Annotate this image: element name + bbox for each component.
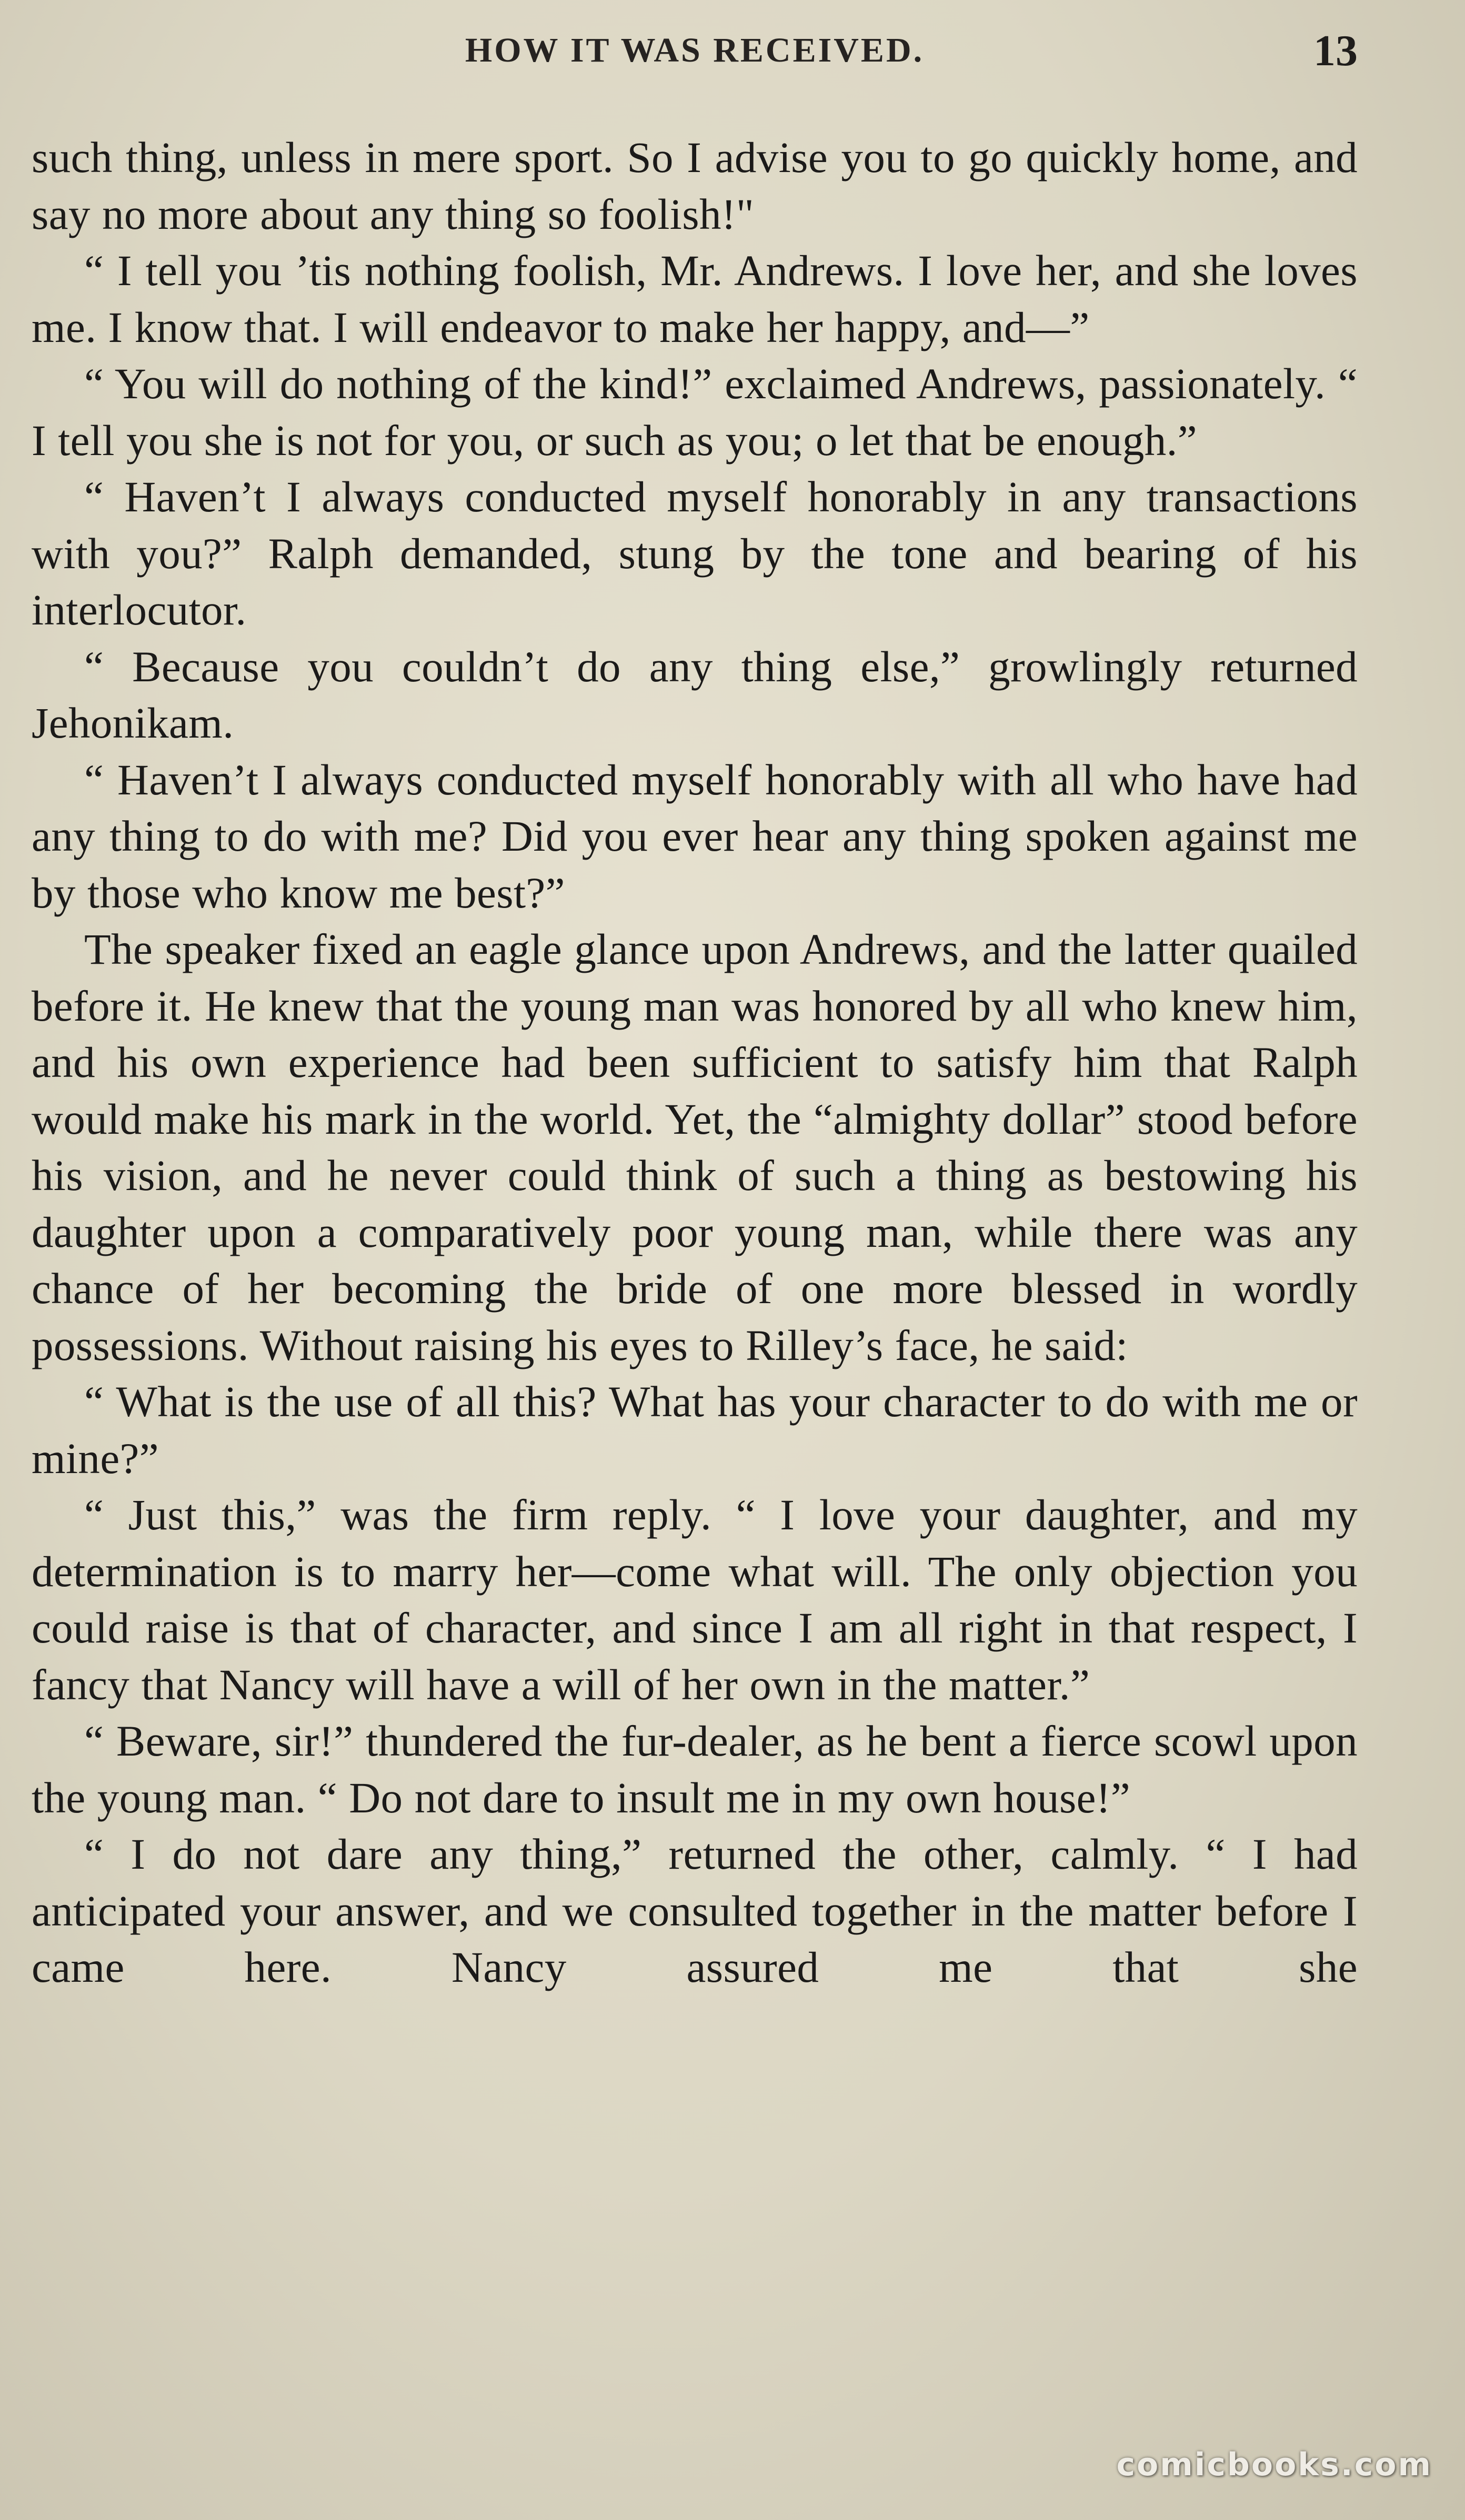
paragraph: “ Haven’t I always conducted myself honorably with all who have had any thing to do with me? Did you ever hear any thing spoken against me by those who know me best?” — [32, 755, 1358, 917]
body-text — [32, 129, 1358, 1996]
watermark: comicbooks.com — [1116, 2446, 1432, 2483]
paragraph: “ What is the use of all this? What has your character to do with me or mine?” — [32, 1377, 1358, 1483]
page-number: 13 — [1313, 26, 1358, 75]
paragraph: “ Because you couldn’t do any thing else,” growlingly returned Jehonikam. — [32, 642, 1358, 747]
paragraph: “ I tell you ’tis nothing foolish, Mr. Andrews. I love her, and she loves me. I know that. I will endeavor to make her happy, and—” — [32, 246, 1358, 351]
paragraph: The speaker fixed an eagle glance upon Andrews, and the latter quailed before it. He knew that the young man was honored by all who knew him, and his own experience had been sufficient to satisfy him that Ralph would make his mark in the world. Yet, the “almighty dollar” stood before his vision, and he never could think of such a thing as bestowing his daughter upon a comparatively poor young man, while there was any chance of her becoming the bride of one more blessed in wordly possessions. Without raising his eyes to Rilley’s face, he said: — [32, 925, 1358, 1369]
running-head — [32, 25, 1358, 83]
paragraph: “ You will do nothing of the kind!” exclaimed Andrews, passionately. “ I tell you she is not for you, or such as you; o let that be enough.” — [32, 359, 1358, 465]
paragraph: “ Beware, sir!” thundered the fur-dealer, as he bent a fierce scowl upon the young man. “ Do not dare to insult me in my own house!” — [32, 1717, 1358, 1822]
paragraph: such thing, unless in mere sport. So I advise you to go quickly home, and say no more about any thing so foolish!" — [32, 133, 1358, 238]
paragraph: “ Just this,” was the firm reply. “ I love your daughter, and my determination is to marry her—come what will. The only objection you could raise is that of character, and since I am all right in that respect, I fancy that Nancy will have a will of her own in the matter.” — [32, 1490, 1358, 1709]
running-head-title: HOW IT WAS RECEIVED. — [465, 31, 925, 69]
paragraph: “ I do not dare any thing,” returned the other, calmly. “ I had anticipated your answer, and we consulted together in the matter before I came here. Nancy assured me that she — [32, 1830, 1358, 1991]
paragraph: “ Haven’t I always conducted myself honorably in any transactions with you?” Ralph demanded, stung by the tone and bearing of his interlocutor. — [32, 472, 1358, 634]
